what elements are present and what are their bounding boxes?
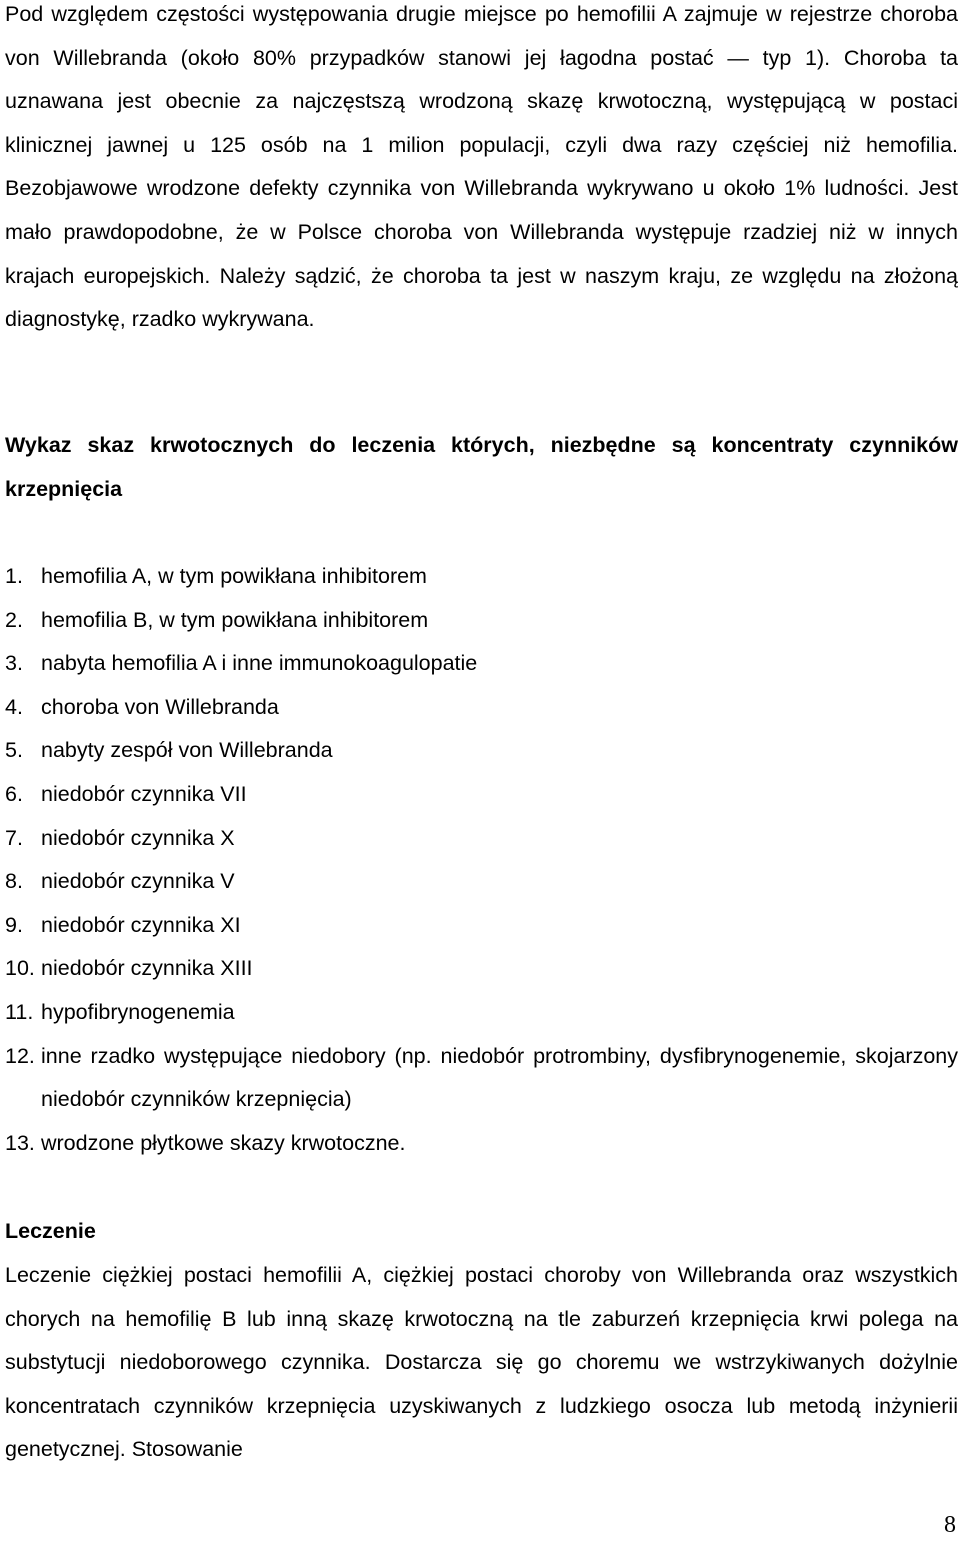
list-item	[5, 991, 958, 1035]
list-item	[5, 947, 958, 991]
treatment-heading: Leczenie	[5, 1219, 96, 1243]
list-item-number: 5.	[5, 738, 23, 763]
list-item-number: 12.	[5, 1043, 35, 1068]
list-item-number: 13.	[5, 1130, 35, 1155]
list-item-text: nabyty zespół von Willebranda	[41, 738, 333, 763]
list-item-text: hypofibrynogenemia	[41, 999, 235, 1024]
list-heading: Wykaz skaz krwotocznych do leczenia których, niezbędne są koncentraty czynników krzepnięcia	[5, 433, 958, 501]
list-item-number: 6.	[5, 781, 23, 806]
list-item-number: 11.	[5, 999, 34, 1024]
list-item	[5, 1122, 958, 1166]
list-item-text: niedobór czynnika VII	[41, 781, 247, 806]
list-item-text: niedobór czynnika X	[41, 825, 235, 850]
list-item-number: 10.	[5, 956, 35, 981]
list-item	[5, 729, 958, 773]
list-item-text: choroba von Willebranda	[41, 694, 279, 719]
list-item	[5, 686, 958, 730]
list-item-text: hemofilia A, w tym powikłana inhibitorem	[41, 564, 427, 588]
list-item-number: 4.	[5, 694, 23, 719]
list-item	[5, 642, 958, 686]
list-item	[5, 904, 958, 948]
list-item	[5, 817, 958, 861]
list-item-number: 7.	[5, 825, 23, 850]
list-item	[5, 773, 958, 817]
disorders-list	[5, 555, 958, 1165]
list-item-number: 8.	[5, 869, 23, 894]
list-item-number: 3.	[5, 651, 23, 676]
list-item-number: 1.	[5, 564, 23, 588]
list-item-text: niedobór czynnika XIII	[41, 956, 253, 981]
list-item-text: niedobór czynnika V	[41, 869, 235, 894]
list-item-number: 2.	[5, 607, 23, 632]
list-item-text: nabyta hemofilia A i inne immunokoagulopatie	[41, 651, 478, 676]
list-item-text: wrodzone płytkowe skazy krwotoczne.	[41, 1130, 406, 1155]
list-item-text: hemofilia B, w tym powikłana inhibitorem	[41, 607, 429, 632]
list-item	[5, 555, 958, 599]
list-item	[5, 1035, 958, 1122]
list-item-text: niedobór czynnika XI	[41, 912, 241, 937]
list-item-number: 9.	[5, 912, 23, 937]
treatment-paragraph: Leczenie ciężkiej postaci hemofilii A, ciężkiej postaci choroby von Willebranda oraz wszystkich chorych na hemofilię B lub inną skazę krwotoczną na tle zaburzeń krzepnięcia krwi polega na substytucji niedoborowego czynnika. Dostarcza się go choremu we wstrzykiwanych dożylnie koncentratach czynników krzepnięcia uzyskiwanych z ludzkiego osocza lub metodą inżynierii genetycznej. Stosowanie	[5, 1263, 958, 1462]
list-item	[5, 599, 958, 643]
list-item-text: inne rzadko występujące niedobory (np. niedobór protrombiny, dysfibrynogenemie, skojarzony niedobór czynników krzepnięcia)	[41, 1043, 958, 1112]
list-item	[5, 860, 958, 904]
page-number: 8	[944, 1512, 956, 1538]
intro-paragraph: Pod względem częstości występowania drugie miejsce po hemofilii A zajmuje w rejestrze choroba von Willebranda (około 80% przypadków stanowi jej łagodna postać — typ 1). Choroba ta uznawana jest obecnie za najczęstszą wrodzoną skazę krwotoczną, występującą w postaci klinicznej jawnej u 125 osób na 1 milion populacji, czyli dwa razy częściej niż hemofilia. Bezobjawowe wrodzone defekty czynnika von Willebranda wykrywano u około 1% ludności. Jest mało prawdopodobne, że w Polsce choroba von Willebranda występuje rzadziej niż w innych krajach europejskich. Należy sądzić, że choroba ta jest w naszym kraju, ze względu na złożoną diagnostykę, rzadko wykrywana.	[5, 2, 958, 332]
